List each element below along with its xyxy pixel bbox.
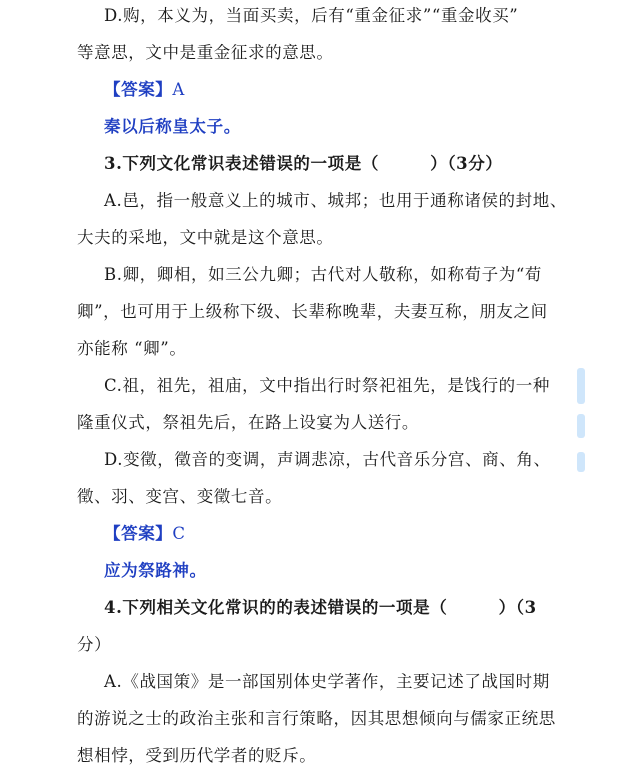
text-line: 的游说之士的政治主张和言行策略，因其思想倾向与儒家正统思	[77, 709, 556, 728]
question-line: 4.下列相关文化常识的的表述错误的一项是（ ）（3	[104, 598, 537, 617]
answer-label: 【答案】	[104, 80, 173, 99]
text-line: 隆重仪式，祭祖先后，在路上设宴为人送行。	[77, 413, 419, 432]
explanation-line: 秦以后称皇太子。	[104, 117, 241, 136]
text-line: 等意思，文中是重金征求的意思。	[77, 43, 334, 62]
text-line: 分）	[77, 635, 112, 654]
question-line: 3.下列文化常识表述错误的一项是（ ）（3分）	[104, 154, 503, 173]
edge-highlight-mark	[577, 368, 585, 404]
text-line: 卿”，也可用于上级称下级、长辈称晚辈，夫妻互称，朋友之间	[77, 302, 548, 321]
answer-letter: C	[172, 524, 186, 543]
text-line: 大夫的采地，文中就是这个意思。	[77, 228, 334, 247]
edge-highlight-mark	[577, 414, 585, 438]
option-line: A.邑，指一般意义上的城市、城邦；也用于通称诸侯的封地、	[104, 191, 567, 210]
edge-highlight-mark	[577, 452, 585, 472]
text-line: 想相悖，受到历代学者的贬斥。	[77, 746, 317, 765]
text-line: 亦能称 “卿”。	[77, 339, 187, 358]
option-line: C.祖，祖先，祖庙，文中指出行时祭祀祖先，是饯行的一种	[104, 376, 550, 395]
option-line: D.购，本义为，当面买卖，后有“重金征求”“重金收买”	[104, 6, 519, 25]
answer-label: 【答案】	[104, 524, 173, 543]
option-line: D.变徵，徵音的变调，声调悲凉，古代音乐分宫、商、角、	[104, 450, 551, 469]
answer-letter: A	[172, 80, 185, 99]
answer-line	[104, 524, 186, 544]
text-line: 徵、羽、变宫、变徵七音。	[77, 487, 283, 506]
option-line: B.卿，卿相，如三公九卿；古代对人敬称，如称荀子为“荀	[104, 265, 543, 284]
answer-line	[104, 80, 185, 100]
option-line: A.《战国策》是一部国别体史学著作，主要记述了战国时期	[104, 672, 550, 691]
explanation-line: 应为祭路神。	[104, 561, 207, 580]
